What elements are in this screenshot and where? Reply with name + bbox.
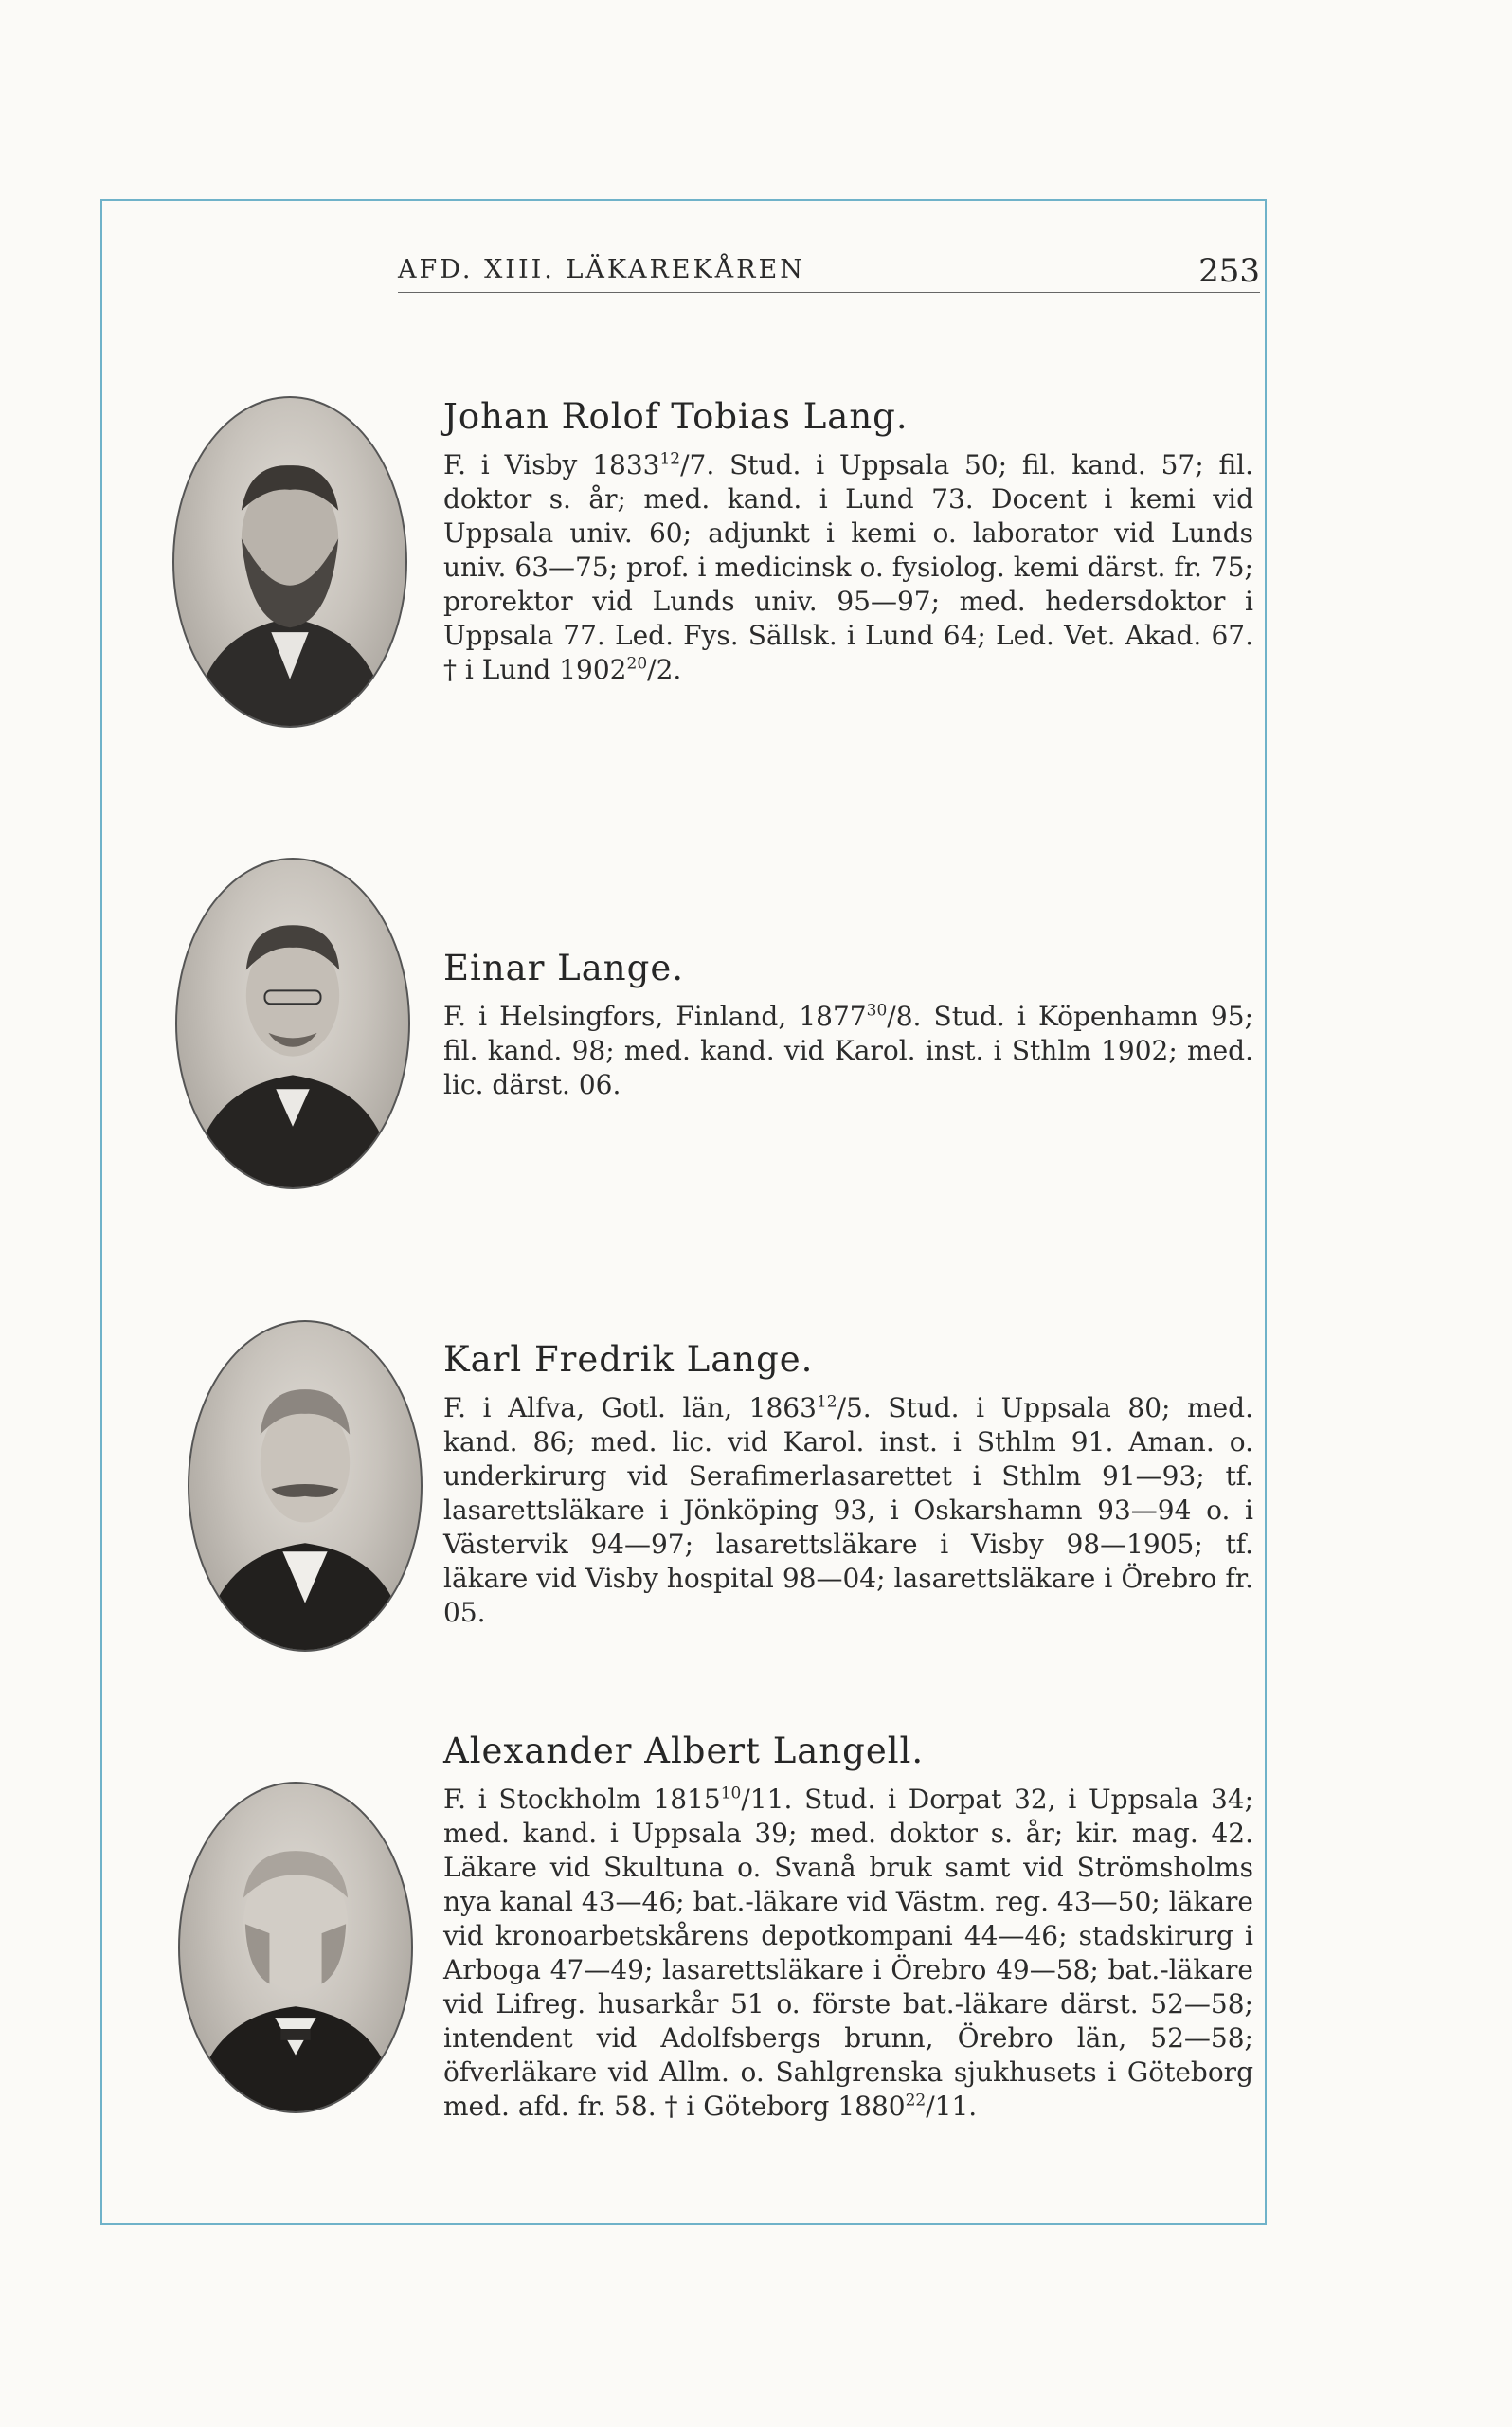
person-name: Karl Fredrik Lange. bbox=[443, 1339, 814, 1380]
portrait-photo bbox=[188, 1320, 423, 1652]
portrait-photo bbox=[175, 858, 410, 1189]
biography-text: F. i Visby 1833$^{12}$/7. Stud. i Uppsala 50; fil. kand. 57; fil. doktor s. år; med. kand. i Lund 73. Docent i kemi vid Uppsala univ. 60; adjunkt i kemi o. laborator vid Lunds univ. 63—75; prof. i medicinsk o. fysiolog. kemi därst. fr. 75; prorektor vid Lunds univ. 95—97; med. hedersdoktor i Uppsala 77. Led. Fys. Sällsk. i Lund 64; Led. Vet. Akad. 67. † i Lund 1902$^{20}$/2. bbox=[443, 449, 1253, 685]
person-name: Alexander Albert Langell. bbox=[443, 1730, 925, 1771]
portrait-photo bbox=[178, 1782, 413, 2113]
page-number: 253 bbox=[1198, 252, 1260, 290]
biography-text: F. i Helsingfors, Finland, 1877$^{30}$/8. Stud. i Köpenhamn 95; fil. kand. 98; med. kand. vid Karol. inst. i Sthlm 1902; med. lic. därst. 06. bbox=[443, 1001, 1253, 1100]
person-name: Johan Rolof Tobias Lang. bbox=[443, 396, 909, 437]
section-title: AFD. XIII. LÄKAREKÅREN bbox=[398, 255, 805, 284]
biography-text: F. i Stockholm 1815$^{10}$/11. Stud. i Dorpat 32, i Uppsala 34; med. kand. i Uppsala 39; med. doktor s. år; kir. mag. 42. Läkare vid Skultuna o. Svanå bruk samt vid Strömsholms nya kanal 43—46; bat.-läkare vid Västm. reg. 43—50; läkare vid kronoarbetskårens depotkompani 44—46; stadskirurg i Arboga 47—49; lasarettsläkare i Örebro 49—58; bat.-läkare vid Lifreg. husarkår 51 o. förste bat.-läkare därst. 52—58; intendent vid Adolfsbergs brunn, Örebro län, 52—58; öfverläkare vid Allm. o. Sahlgrenska sjukhusets i Göteborg med. afd. fr. 58. † i Göteborg 1880$^{22}$/11. bbox=[443, 1784, 1254, 2122]
person-name: Einar Lange. bbox=[443, 948, 684, 988]
running-head bbox=[398, 245, 1260, 293]
biography-text: F. i Alfva, Gotl. län, 1863$^{12}$/5. Stud. i Uppsala 80; med. kand. 86; med. lic. vid Karol. inst. i Sthlm 91. Aman. o. underkirurg vid Serafimerlasarettet i Sthlm 91—93; tf. lasarettsläkare i Jönköping 93, i Oskarshamn 93—94 o. i Västervik 94—97; lasarettsläkare i Visby 98—1905; tf. läkare vid Visby hospital 98—04; lasarettsläkare i Örebro fr. 05. bbox=[443, 1392, 1253, 1628]
portrait-photo bbox=[172, 396, 407, 728]
